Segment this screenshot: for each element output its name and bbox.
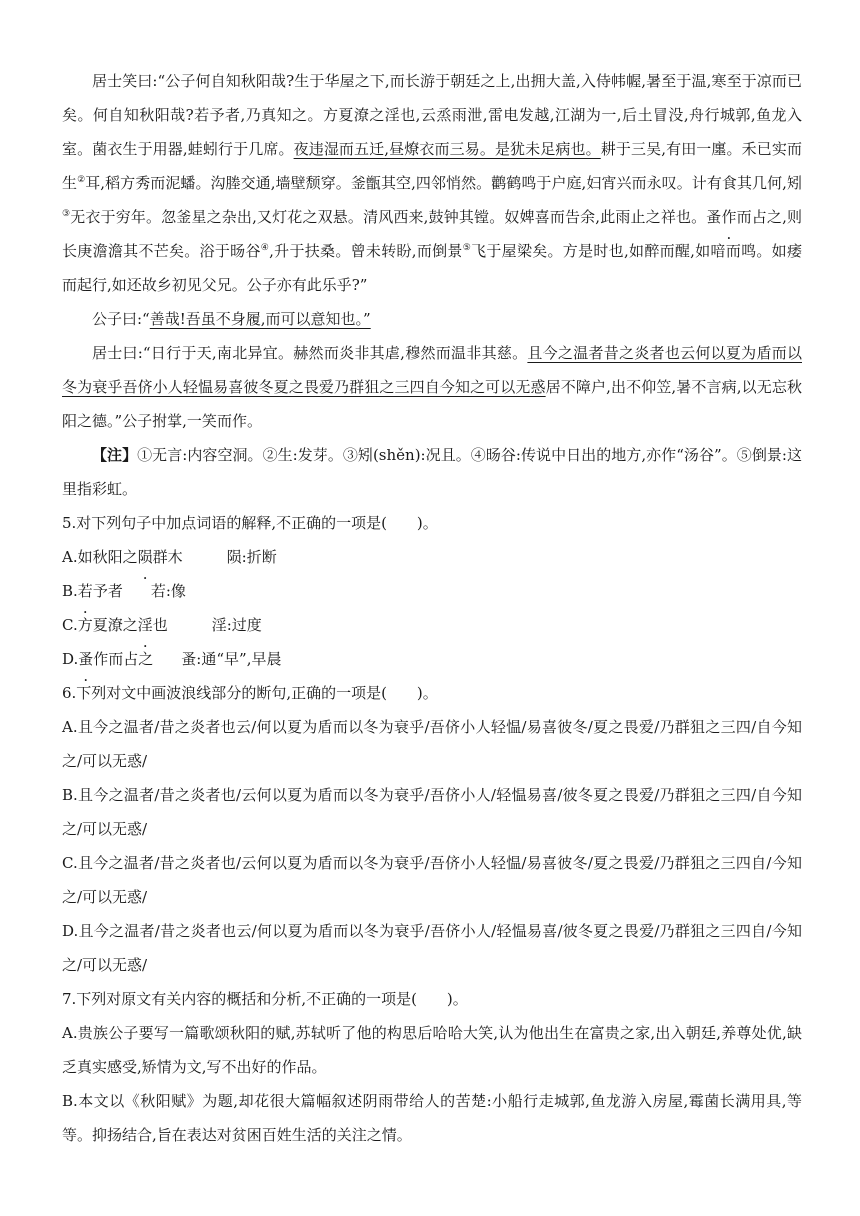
question-7-stem: 7.下列对原文有关内容的概括和分析,不正确的一项是( )。: [62, 990, 468, 1008]
option-gloss: 陨:折断: [226, 548, 277, 566]
passage-paragraph-1: [62, 64, 802, 302]
passage-text: 无衣于穷年。忽釜星之杂出,又灯花之双悬。清风西来,鼓钟其镗。奴婢喜而告余,此雨止之祥也。: [70, 208, 707, 226]
question-6-stem: 6.下列对文中画波浪线部分的断句,正确的一项是( )。: [62, 684, 438, 702]
option-text: 群木: [152, 548, 183, 566]
passage-text: ,升于扶桑。曾未转盼,而倒景: [269, 242, 463, 260]
question-5-option-d: [62, 642, 802, 676]
passage-text: 居士曰:“日行于天,南北异宜。赫然而炎非其虐,穆然而温非其慈。: [92, 344, 528, 362]
option-text: A.如秋阳之: [62, 548, 138, 566]
footnote-ref: ④: [260, 243, 270, 253]
option-text: 作而占之: [93, 650, 154, 668]
dotted-character: 淫: [137, 616, 153, 634]
option-text: C.方夏潦之: [62, 616, 138, 634]
question-5-option-b: [62, 574, 802, 608]
option-text: B.: [62, 582, 78, 600]
option-gloss: 蚤:通“早”,早晨: [181, 650, 282, 668]
passage-text: 耕于三吴,有田一廛。禾已实而生: [62, 140, 802, 192]
passage-paragraph-3: [62, 336, 802, 438]
dotted-character: 蚤: [78, 650, 94, 668]
passage-text: 公子曰:“: [92, 310, 150, 328]
question-7-option-a: A.贵族公子要写一篇歌颂秋阳的赋,苏轼听了他的构思后哈哈大笑,认为他出生在富贵之家,出入朝廷,养尊处优,缺乏真实感受,矫情为文,写不出好的作品。: [62, 1024, 802, 1076]
question-5-stem: 5.对下列句子中加点词语的解释,不正确的一项是( )。: [62, 514, 438, 532]
wavy-underlined-passage: 且今之温者昔之炎者也云何以夏为盾而以冬为衰乎吾侪小人轻愠易喜彼冬夏之畏爱乃群狙之三四自今知之可以无惑: [62, 344, 802, 396]
option-text: D.: [62, 650, 79, 668]
option-gloss: 若:像: [150, 582, 186, 600]
footnote-ref: ⑤: [462, 243, 472, 253]
footnote-ref: ③: [62, 209, 71, 219]
option-gloss: 淫:过度: [211, 616, 262, 634]
underlined-sentence: 善哉!吾虽不身履,而可以意知也。”: [149, 310, 371, 328]
note-label: 【注】: [92, 446, 138, 464]
question-6-option-a: A.且今之温者/昔之炎者也云/何以夏为盾而以冬为衰乎/吾侪小人轻愠/易喜彼冬/夏之畏爱/乃群狙之三四/自今知之/可以无惑/: [62, 718, 802, 770]
question-6-option-c: C.且今之温者/昔之炎者也/云何以夏为盾而以冬为衰乎/吾侪小人轻愠/易喜彼冬/夏之畏爱/乃群狙之三四自/今知之/可以无惑/: [62, 854, 802, 906]
question-7-option-b: B.本文以《秋阳赋》为题,却花很大篇幅叙述阴雨带给人的苦楚:小船行走城郭,鱼龙游入房屋,霉菌长满用具,等等。抑扬结合,旨在表达对贫困百姓生活的关注之情。: [62, 1092, 802, 1144]
passage-text: 耳,稻方秀而泥蟠。沟塍交通,墙壁颓穿。釜甑其空,四邻悄然。鹳鹤鸣于户庭,妇宵兴而永叹。计有食其几何,矧: [85, 174, 802, 192]
annotation-note: [62, 438, 802, 506]
question-5-option-c: [62, 608, 802, 642]
passage-text: 飞于屋梁矣。方是时也,如醉而醒,如喑而鸣。如痿而起行,如还故乡初见父兄。公子亦有此乐乎?”: [62, 242, 802, 294]
dotted-character: 蚤: [706, 208, 722, 226]
underlined-sentence: 夜违湿而五迁,昼燎衣而三易。是犹未足病也。: [293, 140, 601, 158]
dotted-character: 若: [77, 582, 93, 600]
passage-text: 作而占之,则长庚澹澹其不芒矣。浴于旸谷: [62, 208, 802, 260]
question-6-option-d: D.且今之温者/昔之炎者也云/何以夏为盾而以冬为衰乎/吾侪小人/轻愠易喜/彼冬夏之畏爱/乃群狙之三四自/今知之/可以无惑/: [62, 922, 802, 974]
note-text: ①无言:内容空洞。②生:发芽。③矧(shěn):况且。④旸谷:传说中日出的地方,亦作“汤谷”。⑤倒景:这里指彩虹。: [62, 446, 802, 498]
question-6-option-b: B.且今之温者/昔之炎者也/云何以夏为盾而以冬为衰乎/吾侪小人/轻愠易喜/彼冬夏之畏爱/乃群狙之三四/自今知之/可以无惑/: [62, 786, 802, 838]
document-page: [62, 64, 802, 1152]
passage-paragraph-2: [62, 302, 802, 336]
option-text: 也: [152, 616, 168, 634]
passage-text: 居士笑曰:“公子何自知秋阳哉?生于华屋之下,而长游于朝廷之上,出拥大盖,入侍帏幄,暑至于温,寒至于凉而已矣。何自知秋阳哉?若予者,乃真知之。方夏潦之淫也,云烝雨泄,雷电发越,江湖为一,后土冒没,舟行城郭,鱼龙入室。菌衣生于用器,蛙蚓行于几席。: [62, 72, 802, 158]
dotted-character: 陨: [137, 548, 153, 566]
footnote-ref: ②: [77, 175, 86, 185]
passage-text: 居不障户,出不仰笠,暑不言病,以无忘秋阳之德。”公子拊掌,一笑而作。: [62, 378, 802, 430]
question-5-option-a: [62, 540, 802, 574]
option-text: 予者: [92, 582, 123, 600]
